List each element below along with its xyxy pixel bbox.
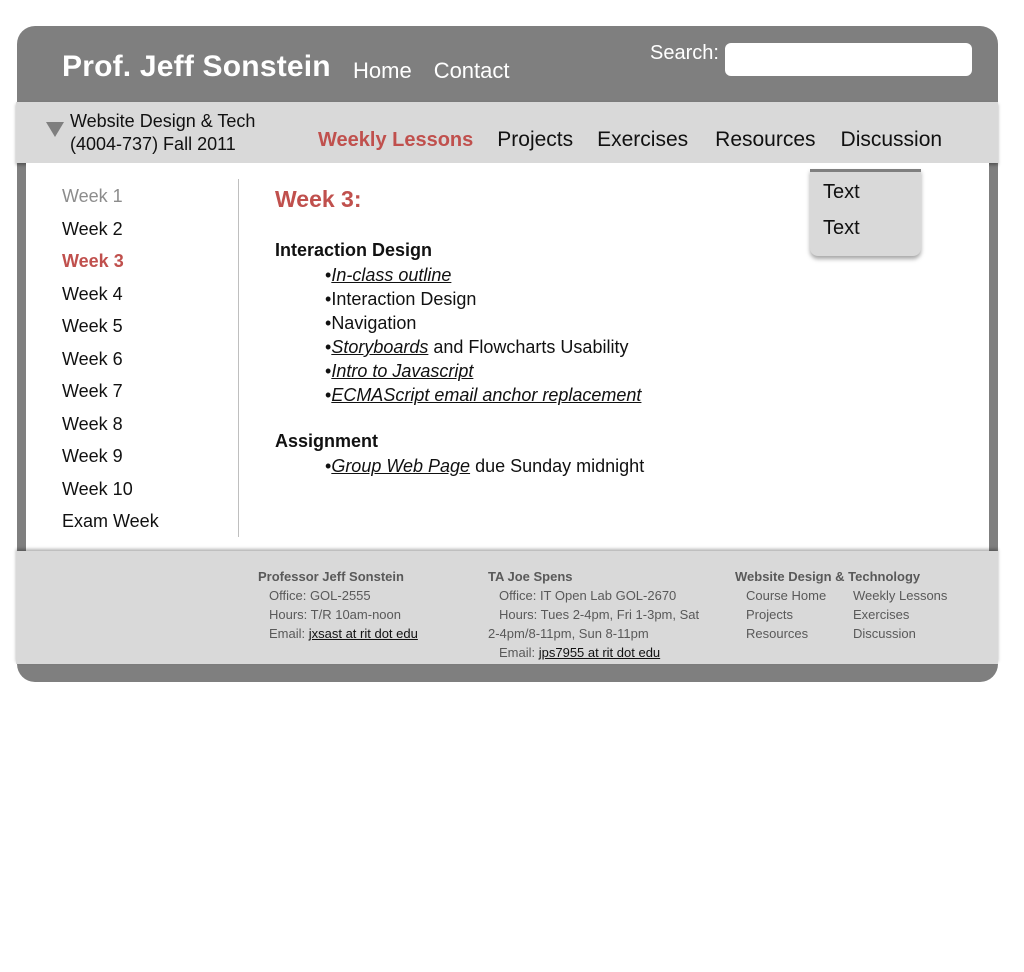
bullet: •	[325, 456, 332, 476]
bullet: •	[325, 337, 332, 357]
main-nav	[318, 128, 966, 152]
top-nav	[353, 58, 510, 84]
footer-ta-hours: Hours: Tues 2-4pm, Fri 1-3pm, Sat	[499, 607, 700, 622]
group-web-page-link[interactable]: Group Web Page	[331, 456, 471, 476]
lesson-topic-list	[325, 264, 641, 408]
bullet: •	[325, 313, 332, 333]
email-label: Email:	[269, 626, 309, 641]
topic-navigation: Navigation	[331, 313, 417, 333]
sidebar-item-week-1[interactable]: Week 1	[62, 186, 123, 206]
course-name-line1: Website Design & Tech	[70, 111, 256, 131]
bullet: •	[325, 265, 332, 285]
in-class-outline-link[interactable]: In-class outline	[331, 265, 452, 285]
lesson-title: Week 3:	[275, 186, 362, 212]
search-input[interactable]	[725, 43, 972, 76]
footer-ta-hours-cont: 2-4pm/8-11pm, Sun 8-11pm	[488, 626, 649, 641]
course-name-line2: (4004-737) Fall 2011	[70, 134, 236, 154]
storyboards-link[interactable]: Storyboards	[331, 337, 429, 357]
footer-link-course-home[interactable]: Course Home	[746, 588, 827, 603]
footer-prof-email-row	[258, 624, 418, 643]
footer-site-title: Website Design & Technology	[735, 569, 921, 584]
bullet: •	[325, 361, 332, 381]
footer-link-exercises[interactable]: Exercises	[853, 607, 910, 622]
section-heading-interaction-design: Interaction Design	[275, 240, 433, 260]
top-nav-contact-link[interactable]: Contact	[433, 58, 510, 83]
dropdown-item-2[interactable]: Text	[823, 217, 860, 239]
search-label: Search:	[650, 42, 719, 64]
list-item	[325, 336, 641, 360]
footer-link-projects[interactable]: Projects	[746, 607, 793, 622]
sidebar-item-week-10[interactable]: Week 10	[62, 478, 133, 499]
footer-site-links	[735, 567, 963, 643]
footer-ta-office: Office: IT Open Lab GOL-2670	[499, 588, 677, 603]
footer-ta-name: TA Joe Spens	[488, 569, 573, 584]
list-item	[325, 264, 641, 288]
sidebar-item-week-8[interactable]: Week 8	[62, 413, 123, 434]
assignment-due-text: due Sunday midnight	[470, 456, 645, 476]
section-heading-assignment: Assignment	[275, 431, 379, 451]
top-nav-home-link[interactable]: Home	[353, 58, 412, 83]
footer-prof-name: Professor Jeff Sonstein	[258, 569, 404, 584]
assignment-list	[325, 455, 644, 479]
bullet: •	[325, 289, 332, 309]
bullet: •	[325, 385, 332, 405]
sidebar-item-week-7[interactable]: Week 7	[62, 381, 123, 401]
footer-prof-office: Office: GOL-2555	[269, 588, 371, 603]
list-item	[325, 288, 641, 312]
tab-weekly-lessons[interactable]: Weekly Lessons	[318, 129, 474, 151]
footer-ta-info	[488, 567, 699, 662]
sidebar-divider	[238, 179, 239, 537]
discussion-dropdown-menu	[810, 169, 921, 256]
sidebar-item-week-6[interactable]: Week 6	[62, 348, 123, 369]
course-toggle-triangle-icon[interactable]	[46, 122, 64, 137]
sidebar-item-week-2[interactable]: Week 2	[62, 218, 123, 239]
list-item	[325, 312, 641, 336]
sidebar-item-week-9[interactable]: Week 9	[62, 446, 123, 466]
email-label: Email:	[499, 645, 539, 660]
topic-flowcharts-usability: and Flowcharts Usability	[428, 337, 629, 357]
list-item	[325, 360, 641, 384]
tab-discussion[interactable]: Discussion	[840, 128, 943, 151]
intro-javascript-link[interactable]: Intro to Javascript	[331, 361, 474, 381]
footer-link-grid	[735, 586, 963, 643]
footer-ta-email-row	[488, 643, 699, 662]
ta-email-link[interactable]: jps7955 at rit dot edu	[538, 645, 661, 660]
site-title: Prof. Jeff Sonstein	[62, 50, 331, 83]
sidebar-item-week-3[interactable]: Week 3	[62, 251, 124, 271]
tab-projects[interactable]: Projects	[497, 128, 574, 151]
dropdown-item-1[interactable]: Text	[823, 181, 860, 203]
prof-email-link[interactable]: jxsast at rit dot edu	[308, 626, 418, 641]
dropdown-tab	[810, 169, 921, 172]
tab-resources[interactable]: Resources	[715, 128, 816, 151]
sidebar-item-week-4[interactable]: Week 4	[62, 283, 123, 304]
topic-interaction-design: Interaction Design	[331, 289, 477, 309]
footer-link-discussion[interactable]: Discussion	[853, 626, 916, 641]
ecmascript-link[interactable]: ECMAScript email anchor replacement	[331, 385, 642, 405]
footer-link-resources[interactable]: Resources	[746, 626, 809, 641]
footer-professor-info	[258, 567, 418, 643]
footer-link-weekly-lessons[interactable]: Weekly Lessons	[853, 588, 948, 603]
list-item	[325, 455, 644, 479]
footer-prof-hours: Hours: T/R 10am-noon	[269, 607, 401, 622]
course-name	[70, 110, 255, 156]
sidebar-item-exam-week[interactable]: Exam Week	[62, 511, 159, 531]
sidebar-item-week-5[interactable]: Week 5	[62, 316, 123, 336]
list-item	[325, 384, 641, 408]
week-sidebar	[62, 185, 159, 543]
tab-exercises[interactable]: Exercises	[597, 128, 689, 151]
